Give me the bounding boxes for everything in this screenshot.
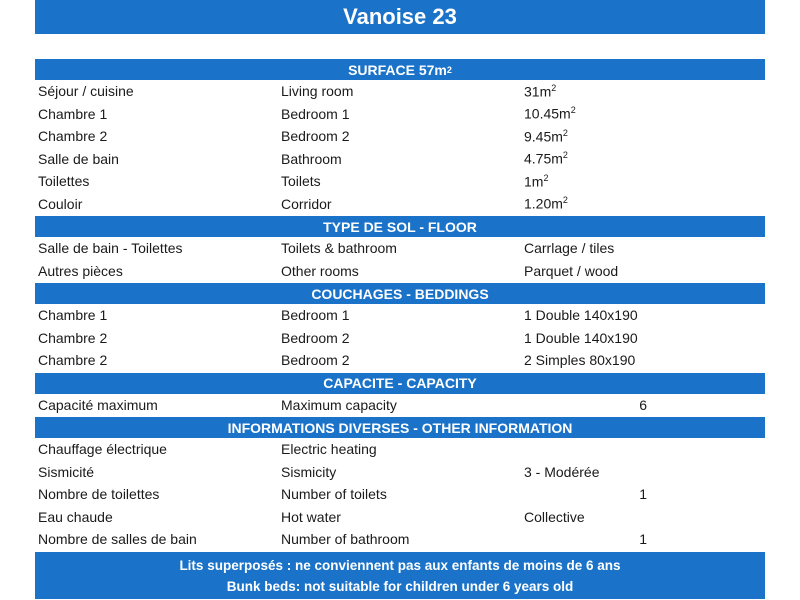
row-value: $9.45m^2$ [524, 127, 568, 145]
row-value: 6 [639, 396, 647, 413]
row-label-fr: Chambre 2 [38, 352, 108, 369]
table-row [35, 148, 765, 171]
row-label-fr: Toilettes [38, 173, 90, 190]
footer-line-fr: Lits superposés : ne conviennent pas aux enfants de moins de 6 ans [179, 557, 621, 573]
row-value: 1 [639, 486, 647, 503]
row-label-en: Bedroom 2 [281, 329, 350, 346]
section-header-capacity: CAPACITE - CAPACITY [35, 373, 765, 394]
table-row [35, 327, 765, 350]
footer-line-en: Bunk beds: not suitable for children under 6 years old [226, 578, 574, 594]
page-title: Vanoise 23 [35, 0, 765, 34]
row-label-fr: Chambre 1 [38, 307, 108, 324]
row-value: $1.20m^2$ [524, 195, 568, 213]
row-value: $10.45m^2$ [524, 105, 576, 123]
table-row [35, 304, 765, 327]
footer-notice [35, 552, 765, 599]
table-row [35, 80, 765, 103]
row-label-en: Sismicity [281, 463, 337, 480]
row-label-en: Electric heating [281, 441, 377, 458]
surface-header-sup: 2 [446, 64, 452, 75]
section-header-info: INFORMATIONS DIVERSES - OTHER INFORMATION [35, 417, 765, 438]
row-label-en: Number of bathroom [281, 531, 410, 548]
row-value: 1 Double 140x190 [524, 307, 638, 324]
row-label-en: Hot water [281, 508, 341, 525]
row-label-fr: Nombre de toilettes [38, 486, 160, 503]
section-header-floor: TYPE DE SOL - FLOOR [35, 216, 765, 237]
row-value: Carrlage / tiles [524, 240, 615, 257]
row-label-fr: Chauffage électrique [38, 441, 167, 458]
row-label-fr: Nombre de salles de bain [38, 531, 197, 548]
table-row [35, 125, 765, 148]
row-label-fr: Eau chaude [38, 508, 113, 525]
row-label-en: Corridor [281, 195, 332, 212]
row-value: 1 [639, 531, 647, 548]
row-value: 1 Double 140x190 [524, 329, 638, 346]
table-row [35, 394, 765, 417]
row-label-fr: Capacité maximum [38, 396, 158, 413]
table-row [35, 193, 765, 216]
row-value: $31m^2$ [524, 82, 557, 100]
row-label-en: Bedroom 1 [281, 307, 350, 324]
row-value: $1m^2$ [524, 172, 549, 190]
row-value: $4.75m^2$ [524, 150, 568, 168]
row-label-fr: Autres pièces [38, 262, 123, 279]
row-label-fr: Salle de bain [38, 150, 119, 167]
row-label-en: Number of toilets [281, 486, 387, 503]
row-label-en: Bedroom 1 [281, 105, 350, 122]
row-label-en: Toilets [281, 173, 321, 190]
row-label-en: Other rooms [281, 262, 359, 279]
row-label-en: Bathroom [281, 150, 342, 167]
row-label-en: Toilets & bathroom [281, 240, 397, 257]
table-row [35, 170, 765, 193]
section-header-surface [35, 59, 765, 80]
row-label-fr: Chambre 2 [38, 128, 108, 145]
surface-header-text: SURFACE 57m [348, 61, 447, 78]
table-row [35, 461, 765, 484]
row-label-fr: Sismicité [38, 463, 95, 480]
table-row [35, 506, 765, 529]
row-value: Parquet / wood [524, 262, 619, 279]
row-label-fr: Salle de bain - Toilettes [38, 240, 183, 257]
table-row [35, 438, 765, 461]
row-label-en: Maximum capacity [281, 396, 397, 413]
row-label-fr: Chambre 1 [38, 105, 108, 122]
table-row [35, 349, 765, 372]
row-label-en: Living room [281, 83, 354, 100]
table-row [35, 483, 765, 506]
table-row [35, 237, 765, 260]
table-row [35, 528, 765, 551]
table-row [35, 103, 765, 126]
row-label-en: Bedroom 2 [281, 352, 350, 369]
section-header-beddings: COUCHAGES - BEDDINGS [35, 283, 765, 304]
row-value: 3 - Modérée [524, 463, 600, 480]
row-label-fr: Couloir [38, 195, 83, 212]
row-value: 2 Simples 80x190 [524, 352, 636, 369]
property-sheet [35, 0, 765, 599]
row-label-fr: Séjour / cuisine [38, 83, 134, 100]
row-label-fr: Chambre 2 [38, 329, 108, 346]
table-row [35, 260, 765, 283]
row-value: Collective [524, 508, 585, 525]
row-label-en: Bedroom 2 [281, 128, 350, 145]
